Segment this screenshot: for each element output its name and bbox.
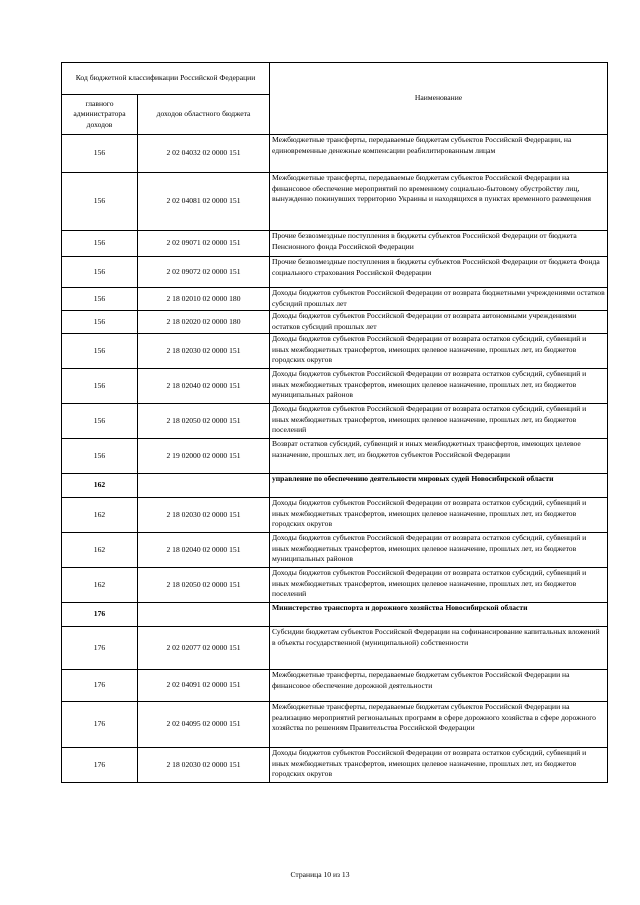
- name-cell: Доходы бюджетов субъектов Российской Федерации от возврата остатков субсидий, субвенций и иных межбюджетных трансфертов, имеющих целевое назначение, прошлых лет, из бюджетов городских округов: [270, 498, 608, 533]
- admin-column-header: главного администратора доходов: [62, 95, 138, 135]
- admin-code-cell: 156: [62, 311, 138, 334]
- page-number: Страница 10 из 13: [290, 870, 350, 879]
- name-cell: Возврат остатков субсидий, субвенций и иных межбюджетных трансфертов, имеющих целевое назначение, прошлых лет, из бюджетов субъектов Российской Федерации: [270, 439, 608, 474]
- admin-code-cell: 156: [62, 369, 138, 404]
- name-cell: управление по обеспечению деятельности мировых судей Новосибирской области: [270, 474, 608, 498]
- revenue-code-cell: 2 18 02050 02 0000 151: [138, 568, 270, 603]
- table-row: [62, 533, 608, 568]
- admin-code-cell: 156: [62, 334, 138, 369]
- admin-code-cell: 156: [62, 231, 138, 257]
- admin-code-cell: 156: [62, 173, 138, 231]
- revenue-code-cell: 2 18 02050 02 0000 151: [138, 404, 270, 439]
- revenue-code-cell: 2 18 02030 02 0000 151: [138, 334, 270, 369]
- table-row: [62, 498, 608, 533]
- name-cell: Доходы бюджетов субъектов Российской Федерации от возврата остатков субсидий, субвенций и иных межбюджетных трансфертов, имеющих целевое назначение, прошлых лет, из бюджетов городских округов: [270, 334, 608, 369]
- name-cell: Министерство транспорта и дорожного хозяйства Новосибирской области: [270, 603, 608, 627]
- section-header-row: [62, 603, 608, 627]
- table-header: [62, 63, 608, 135]
- table-row: [62, 568, 608, 603]
- revenue-code-cell: 2 02 02077 02 0000 151: [138, 627, 270, 670]
- admin-code-cell: 156: [62, 288, 138, 311]
- table-row: [62, 627, 608, 670]
- table-row: [62, 670, 608, 702]
- table-row: [62, 288, 608, 311]
- budget-classification-table: [61, 62, 608, 783]
- table-row: [62, 173, 608, 231]
- revenue-code-cell: 2 02 04091 02 0000 151: [138, 670, 270, 702]
- name-cell: Доходы бюджетов субъектов Российской Федерации от возврата бюджетными учреждениями остатков субсидий прошлых лет: [270, 288, 608, 311]
- group-header: Код бюджетной классификации Российской Федерации: [62, 63, 270, 95]
- name-cell: Субсидии бюджетам субъектов Российской Федерации на софинансирование капитальных вложений в объекты государственной (муниципальной) собственности: [270, 627, 608, 670]
- name-cell: Межбюджетные трансферты, передаваемые бюджетам субъектов Российской Федерации, на единовременные денежные компенсации реабилитированным лицам: [270, 135, 608, 173]
- revenue-code-cell: [138, 603, 270, 627]
- name-cell: Доходы бюджетов субъектов Российской Федерации от возврата остатков субсидий, субвенций и иных межбюджетных трансфертов, имеющих целевое назначение, прошлых лет, из бюджетов городских округов: [270, 748, 608, 783]
- revenue-code-cell: 2 02 04081 02 0000 151: [138, 173, 270, 231]
- revenue-code-cell: 2 02 04032 02 0000 151: [138, 135, 270, 173]
- revenue-code-cell: 2 18 02040 02 0000 151: [138, 533, 270, 568]
- name-cell: Доходы бюджетов субъектов Российской Федерации от возврата автономными учреждениями остатков субсидий прошлых лет: [270, 311, 608, 334]
- admin-code-cell: 162: [62, 498, 138, 533]
- admin-code-cell: 176: [62, 748, 138, 783]
- name-column-header: Наименование: [270, 63, 608, 135]
- name-cell: Доходы бюджетов субъектов Российской Федерации от возврата остатков субсидий, субвенций и иных межбюджетных трансфертов, имеющих целевое назначение, прошлых лет, из бюджетов муниципальных районов: [270, 369, 608, 404]
- code-column-header: доходов областного бюджета: [138, 95, 270, 135]
- table-row: [62, 439, 608, 474]
- table-row: [62, 334, 608, 369]
- table-row: [62, 702, 608, 748]
- table-row: [62, 135, 608, 173]
- revenue-code-cell: 2 18 02010 02 0000 180: [138, 288, 270, 311]
- revenue-code-cell: 2 19 02000 02 0000 151: [138, 439, 270, 474]
- table-row: [62, 748, 608, 783]
- name-cell: Прочие безвозмездные поступления в бюджеты субъектов Российской Федерации от бюджета Фонда социального страхования Российской Федерации: [270, 257, 608, 288]
- admin-code-cell: 162: [62, 568, 138, 603]
- name-cell: Доходы бюджетов субъектов Российской Федерации от возврата остатков субсидий, субвенций и иных межбюджетных трансфертов, имеющих целевое назначение, прошлых лет, из бюджетов поселений: [270, 568, 608, 603]
- name-cell: Межбюджетные трансферты, передаваемые бюджетам субъектов Российской Федерации на финансовое обеспечение мероприятий по временному социально-бытовому обустройству лиц, вынужденно покинувших территорию Украины и находящихся в пунктах временного размещения: [270, 173, 608, 231]
- admin-code-cell: 176: [62, 627, 138, 670]
- revenue-code-cell: 2 18 02030 02 0000 151: [138, 498, 270, 533]
- section-header-row: [62, 474, 608, 498]
- admin-code-cell: 156: [62, 404, 138, 439]
- admin-code-cell: 156: [62, 439, 138, 474]
- admin-code-cell: 156: [62, 135, 138, 173]
- revenue-code-cell: [138, 474, 270, 498]
- admin-code-cell: 156: [62, 257, 138, 288]
- revenue-code-cell: 2 18 02020 02 0000 180: [138, 311, 270, 334]
- table-row: [62, 257, 608, 288]
- name-cell: Межбюджетные трансферты, передаваемые бюджетам субъектов Российской Федерации на реализацию мероприятий региональных программ в сфере дорожного хозяйства в сфере дорожного хозяйства по решениям Правительства Российской Федерации: [270, 702, 608, 748]
- admin-code-cell: 162: [62, 474, 138, 498]
- revenue-code-cell: 2 02 09072 02 0000 151: [138, 257, 270, 288]
- name-cell: Доходы бюджетов субъектов Российской Федерации от возврата остатков субсидий, субвенций и иных межбюджетных трансфертов, имеющих целевое назначение, прошлых лет, из бюджетов поселений: [270, 404, 608, 439]
- table-row: [62, 231, 608, 257]
- revenue-code-cell: 2 02 09071 02 0000 151: [138, 231, 270, 257]
- table-row: [62, 404, 608, 439]
- name-cell: Доходы бюджетов субъектов Российской Федерации от возврата остатков субсидий, субвенций и иных межбюджетных трансфертов, имеющих целевое назначение, прошлых лет, из бюджетов муниципальных районов: [270, 533, 608, 568]
- admin-code-cell: 162: [62, 533, 138, 568]
- table-row: [62, 369, 608, 404]
- name-cell: Прочие безвозмездные поступления в бюджеты субъектов Российской Федерации от бюджета Пенсионного фонда Российской Федерации: [270, 231, 608, 257]
- revenue-code-cell: 2 18 02040 02 0000 151: [138, 369, 270, 404]
- table-body: [62, 135, 608, 783]
- admin-code-cell: 176: [62, 670, 138, 702]
- admin-code-cell: 176: [62, 603, 138, 627]
- revenue-code-cell: 2 02 04095 02 0000 151: [138, 702, 270, 748]
- name-cell: Межбюджетные трансферты, передаваемые бюджетам субъектов Российской Федерации на финансовое обеспечение дорожной деятельности: [270, 670, 608, 702]
- admin-code-cell: 176: [62, 702, 138, 748]
- revenue-code-cell: 2 18 02030 02 0000 151: [138, 748, 270, 783]
- table-row: [62, 311, 608, 334]
